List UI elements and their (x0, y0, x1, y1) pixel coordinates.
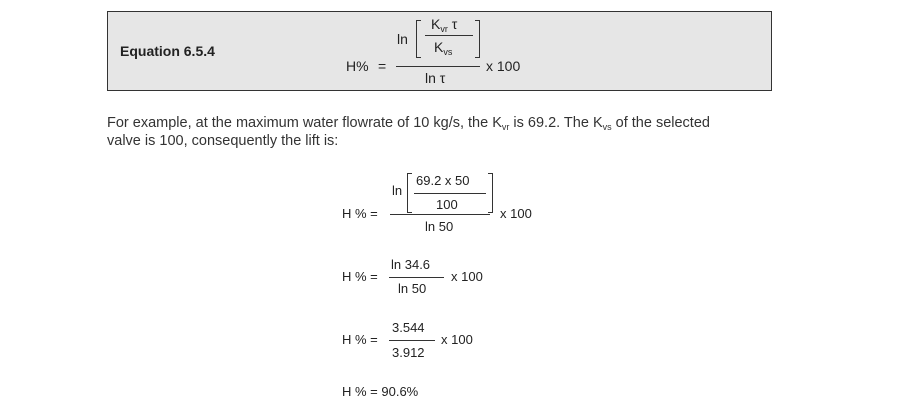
equation-equals: = (378, 58, 387, 74)
step1-inner-fraction-line (414, 193, 486, 194)
equation-lhs: H% (346, 58, 369, 74)
step3-lhs: H % = (342, 332, 378, 347)
step1-right-bracket (488, 173, 493, 213)
paragraph-line-2: valve is 100, consequently the lift is: (107, 133, 339, 149)
step3-multiplier: x 100 (441, 332, 473, 347)
step2-multiplier: x 100 (451, 269, 483, 284)
step1-left-bracket (407, 173, 412, 213)
step1-multiplier: x 100 (500, 206, 532, 221)
equation-denominator: ln τ (425, 70, 446, 86)
step2-numerator: ln 34.6 (391, 257, 431, 272)
step1-inner-denominator: 100 (436, 197, 458, 212)
equation-kvr: $K_{vr}$ τ (431, 16, 458, 34)
equation-right-bracket (475, 20, 480, 58)
equation-fraction-line (396, 66, 480, 67)
step2-lhs: H % = (342, 269, 378, 284)
step2-fraction-line (389, 277, 444, 278)
equation-left-bracket (416, 20, 421, 58)
equation-ln: ln (397, 31, 408, 47)
step3-fraction-line (389, 340, 435, 341)
step1-inner-numerator: 69.2 x 50 (416, 173, 470, 188)
step1-fraction-line (390, 214, 490, 215)
step1-lhs: H % = (342, 206, 378, 221)
equation-kvs: $K_{vs}$ (434, 39, 453, 57)
step2-denominator: ln 50 (398, 281, 427, 296)
equation-inner-fraction-line (425, 35, 473, 36)
paragraph-line-1: For example, at the maximum water flowrate of 10 kg/s, the $K_{vr}$ is 69.2. The $K_{vs}$ of the selected (107, 115, 710, 132)
step3-numerator: 3.544 (392, 320, 425, 335)
step1-denominator: ln 50 (425, 219, 454, 234)
step1-ln: ln (392, 183, 403, 198)
equation-label: Equation 6.5.4 (120, 43, 215, 59)
equation-multiplier: x 100 (486, 58, 521, 74)
step3-denominator: 3.912 (392, 345, 425, 360)
result: H % = 90.6% (342, 384, 419, 399)
